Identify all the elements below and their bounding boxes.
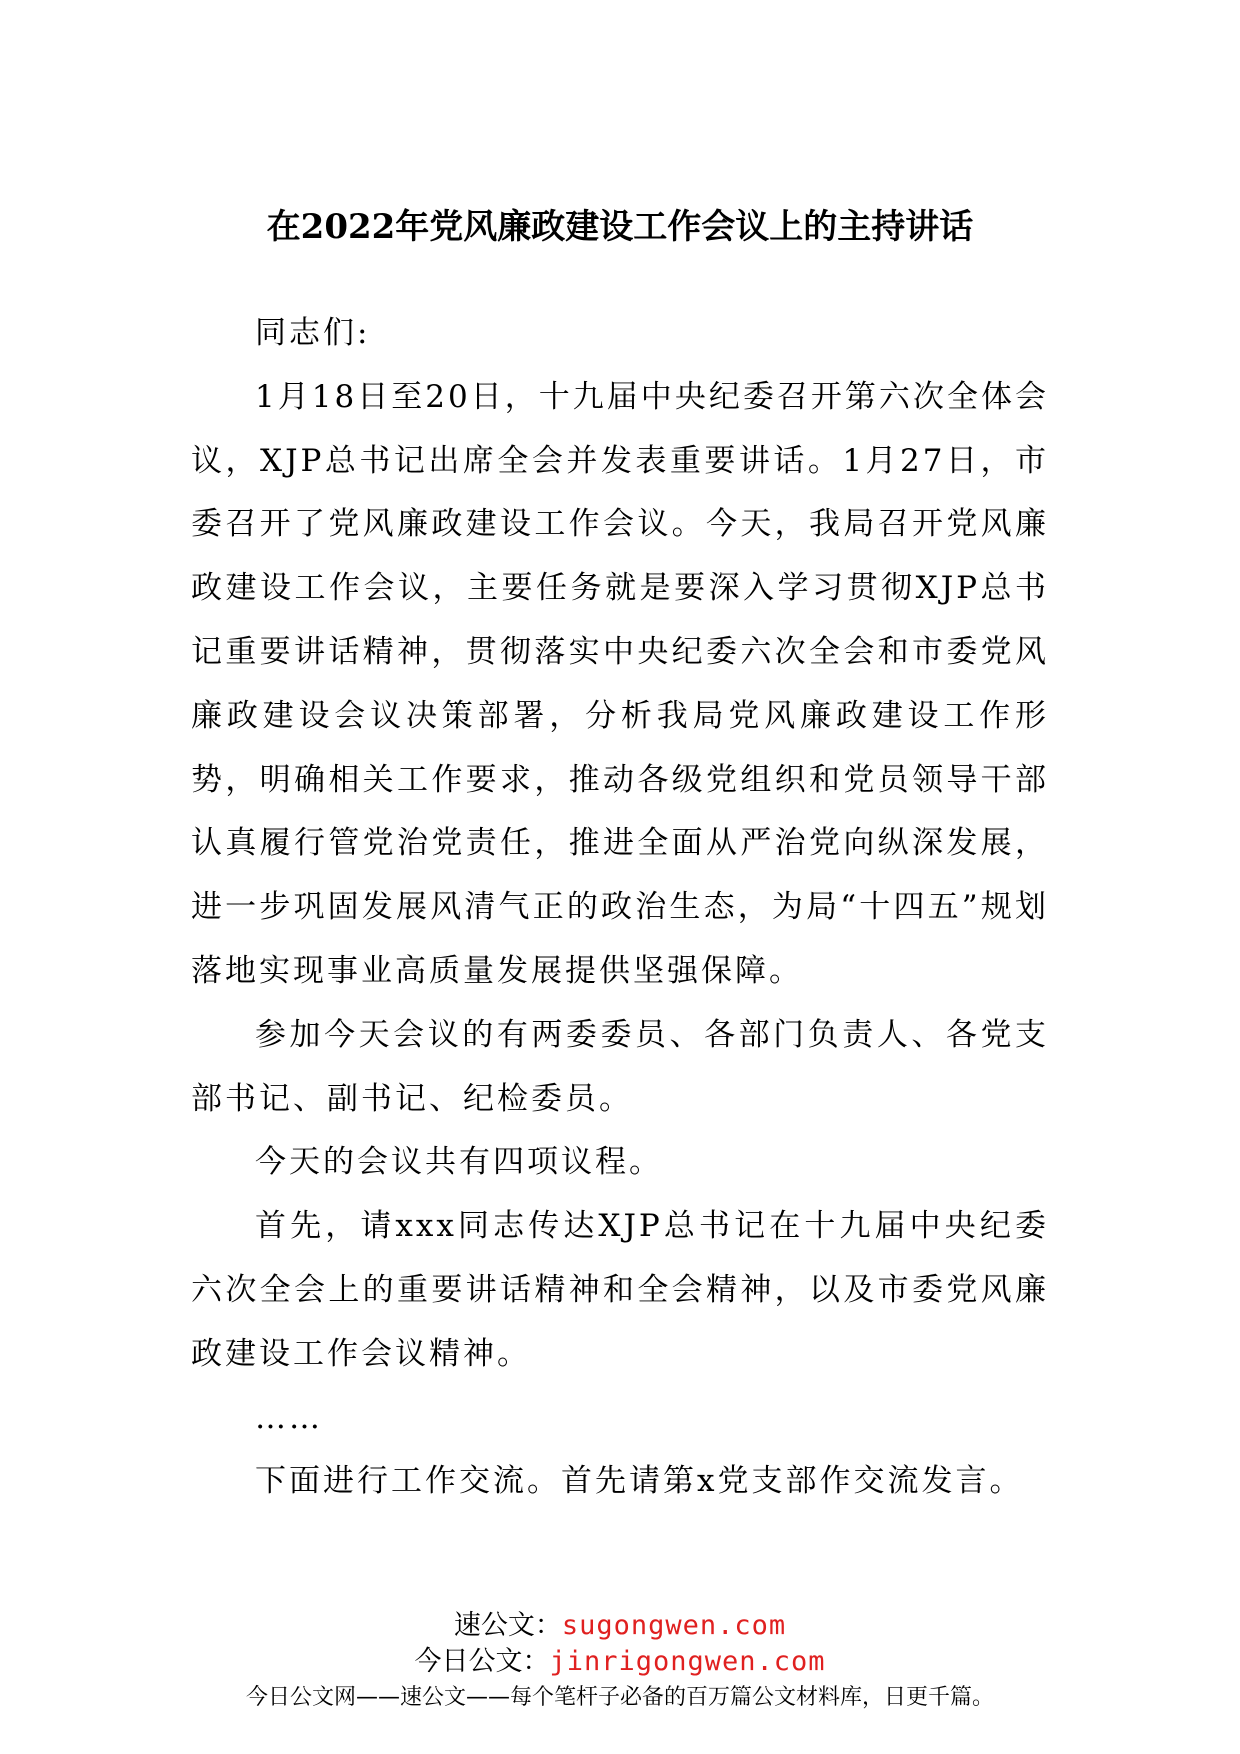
footer-sugongwen-label: 速公文： xyxy=(453,1610,562,1641)
footer-sugongwen xyxy=(0,1608,1240,1644)
footer-jinrigongwen-label: 今日公文： xyxy=(414,1646,550,1677)
footer-sugongwen-link[interactable]: sugongwen.com xyxy=(561,1610,787,1641)
footer-slogan: 今日公文网——速公文——每个笔杆子必备的百万篇公文材料库，日更千篇。 xyxy=(245,1685,994,1710)
agenda-paragraph: 今天的会议共有四项议程。 xyxy=(255,1144,663,1181)
footer-jinrigongwen-link[interactable]: jinrigongwen.com xyxy=(549,1646,826,1677)
first-item-paragraph: 首先，请xxx同志传达XJP总书记在十九届中央纪委六次全会上的重要讲话精神和全会精神，以及市委党风廉政建设工作会议精神。 xyxy=(191,1208,1049,1372)
footer-jinrigongwen xyxy=(0,1644,1240,1680)
ellipsis-paragraph: …… xyxy=(255,1399,323,1436)
document-title: 在2022年党风廉政建设工作会议上的主持讲话 xyxy=(266,207,974,247)
exchange-paragraph: 下面进行工作交流。首先请第x党支部作交流发言。 xyxy=(255,1463,1024,1500)
background-paragraph: 1月18日至20日，十九届中央纪委召开第六次全体会议，XJP总书记出席全会并发表重要讲话。1月27日，市委召开了党风廉政建设工作会议。今天，我局召开党风廉政建设工作会议，主要任务就是要深入学习贯彻XJP总书记重要讲话精神，贯彻落实中央纪委六次全会和市委党风廉政建设会议决策部署，分析我局党风廉政建设工作形势，明确相关工作要求，推动各级党组织和党员领导干部认真履行管党治党责任，推进全面从严治党向纵深发展，进一步巩固发展风清气正的政治生态，为局“十四五”规划落地实现事业高质量发展提供坚强保障。 xyxy=(191,378,1049,989)
salutation-paragraph: 同志们: xyxy=(255,315,371,351)
attendees-paragraph: 参加今天会议的有两委委员、各部门负责人、各党支部书记、副书记、纪检委员。 xyxy=(191,1016,1049,1117)
document-body xyxy=(191,302,1049,1514)
